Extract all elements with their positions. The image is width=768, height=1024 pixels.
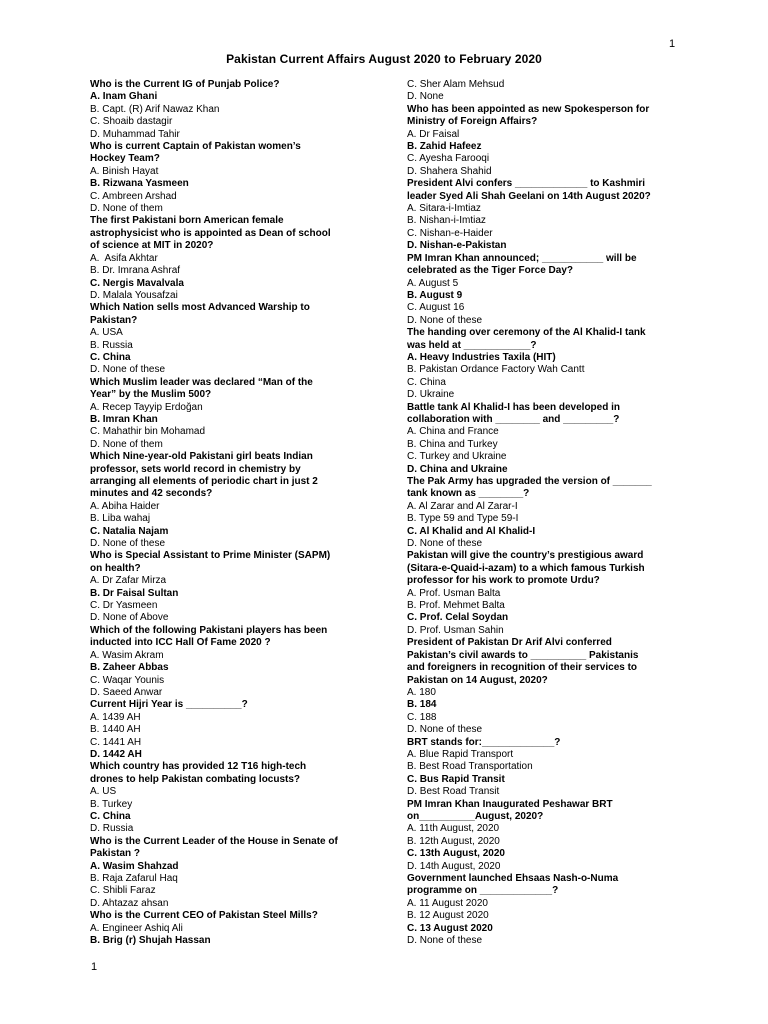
question-text: was held at ____________?: [407, 339, 537, 351]
question-text: Pakistan?: [90, 314, 138, 326]
answer-option-correct: C. Prof. Celal Soydan: [407, 612, 509, 624]
question-text: Year” by the Muslim 500?: [90, 389, 212, 401]
answer-option: A. China and France: [407, 426, 499, 438]
answer-option: C. Mahathir bin Mohamad: [90, 426, 206, 438]
answer-option-correct: C. China: [90, 351, 131, 363]
page-title: Pakistan Current Affairs August 2020 to February 2020: [226, 52, 542, 66]
answer-option-correct: A. Heavy Industries Taxila (HIT): [407, 351, 556, 363]
question-block: [90, 550, 390, 624]
question-text: Which Muslim leader was declared “Man of the: [90, 376, 313, 388]
answer-option: D. None of them: [90, 438, 163, 450]
answer-option-correct: A. Wasim Shahzad: [90, 860, 179, 872]
answer-option: C. August 16: [407, 302, 465, 314]
page-number-top: 1: [669, 38, 676, 50]
question-text: on__________August, 2020?: [407, 810, 544, 822]
answer-option-correct: B. August 9: [407, 289, 463, 301]
question-text: The handing over ceremony of the Al Khalid-I tank: [407, 327, 646, 339]
answer-option: A. Blue Rapid Transport: [407, 748, 514, 760]
question-block: [407, 476, 707, 550]
question-block: [407, 327, 707, 401]
answer-option-correct: B. Rizwana Yasmeen: [90, 178, 189, 190]
answer-option: A. USA: [90, 327, 123, 339]
question-text: PM Imran Khan Inaugurated Peshawar BRT: [407, 798, 613, 810]
answer-option-correct: B. Imran Khan: [90, 413, 158, 425]
answer-option: A. Engineer Ashiq Ali: [90, 922, 183, 934]
question-text: drones to help Pakistan combating locusts?: [90, 773, 301, 785]
answer-option: B. 12 August 2020: [407, 910, 489, 922]
answer-option: D. Ahtazaz ahsan: [90, 897, 169, 909]
answer-option: C. Sher Alam Mehsud: [407, 79, 505, 90]
question-text: inducted into ICC Hall Of Fame 2020 ?: [90, 637, 271, 649]
answer-option: D. None of these: [407, 935, 483, 947]
answer-option: D. None of these: [407, 538, 483, 550]
answer-option-correct: C. 13th August, 2020: [407, 848, 505, 860]
question-text: Who is the Current Leader of the House in Senate of: [90, 835, 338, 847]
question-text: arranging all elements of periodic chart in just 2: [90, 476, 318, 487]
answer-option-correct: D. China and Ukraine: [407, 463, 508, 475]
question-text: Pakistan will give the country’s prestigious award: [407, 550, 644, 562]
answer-option: D. None of these: [407, 724, 483, 736]
question-text: Which of the following Pakistani players has been: [90, 624, 328, 636]
answer-option: A. Binish Hayat: [90, 165, 159, 177]
answer-option: B. Dr. Imrana Ashraf: [90, 265, 181, 277]
answer-option-correct: C. Bus Rapid Transit: [407, 773, 505, 785]
answer-option-correct: B. Zaheer Abbas: [90, 662, 169, 674]
answer-option-correct: C. Nergis Mavalvala: [90, 277, 184, 289]
question-text: Pakistan ?: [90, 848, 141, 860]
question-text: on health?: [90, 562, 141, 574]
answer-option: A. August 5: [407, 277, 459, 289]
answer-option-correct: B. 184: [407, 699, 437, 711]
answer-option-correct: D. 1442 AH: [90, 748, 142, 760]
question-block: [407, 104, 707, 178]
answer-option: D. Saeed Anwar: [90, 686, 163, 698]
question-text: Hockey Team?: [90, 153, 160, 165]
answer-option: A. Al Zarar and Al Zarar-I: [407, 500, 518, 512]
question-block: [90, 451, 390, 550]
answer-option: D. None of these: [90, 364, 166, 376]
answer-option: A. Prof. Usman Balta: [407, 587, 501, 599]
answer-option: D. Shahera Shahid: [407, 165, 492, 177]
question-text: and foreigners in recognition of their services to: [407, 662, 638, 674]
question-text: Ministry of Foreign Affairs?: [407, 116, 538, 128]
answer-option-correct: B. Zahid Hafeez: [407, 141, 482, 153]
answer-option: A. Dr Zafar Mirza: [90, 575, 167, 587]
page-number-bottom: 1: [91, 961, 98, 973]
answer-option-correct: C. China: [90, 810, 131, 822]
question-text: Government launched Ehsaas Nash-o-Numa: [407, 873, 619, 884]
question-text: Battle tank Al Khalid-I has been developed in: [407, 401, 621, 413]
answer-option: A. 11 August 2020: [407, 897, 488, 909]
answer-option: C. 188: [407, 711, 437, 723]
question-text: Who is the Current CEO of Pakistan Steel Mills?: [90, 910, 318, 922]
question-text: Who is current Captain of Pakistan women’s: [90, 141, 301, 153]
answer-option: A. US: [90, 786, 117, 798]
answer-option: B. Capt. (R) Arif Nawaz Khan: [90, 103, 220, 115]
answer-option: A. 180: [407, 686, 436, 698]
question-block: [90, 761, 390, 835]
question-text: minutes and 42 seconds?: [90, 488, 213, 500]
question-text: professor, sets world record in chemistry by: [90, 463, 301, 475]
question-block: [90, 79, 390, 141]
right-question-column: [407, 79, 707, 947]
answer-option: B. Turkey: [90, 798, 133, 810]
answer-option: B. China and Turkey: [407, 438, 498, 450]
question-text: tank known as ________?: [407, 488, 530, 500]
question-text: of science at MIT in 2020?: [90, 240, 214, 252]
question-block: [407, 799, 707, 873]
question-block: [90, 302, 390, 376]
question-text: (Sitara-e-Quaid-i-azam) to a which famous Turkish: [407, 562, 645, 574]
answer-option: C. Shibli Faraz: [90, 885, 156, 897]
answer-option-correct: C. Al Khalid and Al Khalid-I: [407, 525, 536, 537]
answer-option: C. Waqar Younis: [90, 674, 165, 686]
question-text: Who is the Current IG of Punjab Police?: [90, 79, 280, 90]
answer-option: D. Prof. Usman Sahin: [407, 624, 504, 636]
question-text: Current Hijri Year is __________?: [90, 699, 248, 711]
question-text: Which Nine-year-old Pakistani girl beats Indian: [90, 451, 313, 463]
answer-option: C. Nishan-e-Haider: [407, 227, 493, 239]
question-block: [407, 253, 707, 327]
answer-option: B. Liba wahaj: [90, 513, 151, 525]
answer-option: B. Pakistan Ordance Factory Wah Cantt: [407, 364, 585, 376]
answer-option-correct: B. Dr Faisal Sultan: [90, 587, 179, 599]
question-text: Which Nation sells most Advanced Warship to: [90, 302, 310, 314]
question-text: Pakistan on 14 August, 2020?: [407, 674, 548, 686]
answer-option: B. Russia: [90, 339, 133, 351]
question-block: [407, 402, 707, 476]
answer-option: D. 14th August, 2020: [407, 860, 501, 872]
left-question-column: [90, 79, 390, 947]
question-block: [407, 873, 707, 947]
answer-option: C. Dr Yasmeen: [90, 600, 158, 612]
answer-option: D. Ukraine: [407, 389, 455, 401]
answer-option: D. None of these: [90, 538, 166, 550]
question-text: BRT stands for:_____________?: [407, 736, 561, 748]
question-text: President of Pakistan Dr Arif Alvi conferred: [407, 637, 612, 649]
answer-option: A. 1439 AH: [90, 711, 141, 723]
answer-option-correct: A. Inam Ghani: [90, 91, 158, 103]
answer-option: C. Turkey and Ukraine: [407, 451, 507, 463]
question-text: leader Syed Ali Shah Geelani on 14th August 2020?: [407, 190, 651, 202]
answer-option-correct: C. Natalia Najam: [90, 525, 169, 537]
question-block: [407, 637, 707, 736]
answer-option: B. Type 59 and Type 59-I: [407, 513, 519, 525]
answer-option: D. None: [407, 91, 444, 103]
question-block: [407, 737, 707, 799]
answer-option: D. Muhammad Tahir: [90, 128, 180, 140]
question-text: President Alvi confers _____________ to Kashmiri: [407, 178, 646, 190]
answer-option: B. 1440 AH: [90, 724, 141, 736]
question-text: PM Imran Khan announced; ___________ will be: [407, 252, 637, 264]
answer-option: C. Ambreen Arshad: [90, 190, 177, 202]
question-block: [90, 141, 390, 215]
answer-option: B. Best Road Transportation: [407, 761, 533, 773]
answer-option: C. 1441 AH: [90, 736, 142, 748]
answer-option: B. 12th August, 2020: [407, 835, 500, 847]
answer-option: D. None of these: [407, 314, 483, 326]
answer-option: D. None of Above: [90, 612, 169, 624]
answer-option: A. Asifa Akhtar: [90, 252, 158, 264]
question-block: [90, 215, 390, 302]
question-text: celebrated as the Tiger Force Day?: [407, 265, 573, 277]
question-text: Pakistan’s civil awards to __________ Pakistanis: [407, 649, 639, 661]
question-text: Who has been appointed as new Spokesperson for: [407, 103, 650, 115]
answer-option-correct: C. 13 August 2020: [407, 922, 493, 934]
question-text: The Pak Army has upgraded the version of _______: [407, 476, 652, 487]
answer-option-correct: B. Brig (r) Shujah Hassan: [90, 935, 211, 947]
answer-option: B. Raja Zafarul Haq: [90, 873, 178, 884]
question-text: Which country has provided 12 T16 high-tech: [90, 761, 307, 773]
question-block: [407, 550, 707, 637]
question-block: [90, 699, 390, 761]
question-text: The first Pakistani born American female: [90, 215, 284, 227]
answer-option: A. Recep Tayyip Erdoğan: [90, 401, 203, 413]
question-text: professor for his work to promote Urdu?: [407, 575, 600, 587]
answer-option: D. Russia: [90, 823, 134, 835]
question-text: collaboration with ________ and _________?: [407, 413, 620, 425]
answer-option: A. Wasim Akram: [90, 649, 164, 661]
answer-option: D. Malala Yousafzai: [90, 289, 178, 301]
question-block: [90, 910, 390, 947]
question-block: [407, 79, 707, 104]
answer-option: C. Ayesha Farooqi: [407, 153, 490, 165]
question-text: astrophysicist who is appointed as Dean of school: [90, 227, 331, 239]
question-block: [90, 625, 390, 699]
answer-option: C. Shoaib dastagir: [90, 116, 173, 128]
answer-option: A. Dr Faisal: [407, 128, 460, 140]
answer-option: A. Sitara-i-Imtiaz: [407, 203, 481, 215]
answer-option-correct: D. Nishan-e-Pakistan: [407, 240, 507, 252]
question-block: [407, 178, 707, 252]
question-block: [90, 836, 390, 910]
answer-option: A. 11th August, 2020: [407, 823, 500, 835]
answer-option: A. Abiha Haider: [90, 500, 160, 512]
question-text: Who is Special Assistant to Prime Minister (SAPM): [90, 550, 331, 562]
answer-option: C. China: [407, 376, 446, 388]
answer-option: D. Best Road Transit: [407, 786, 500, 798]
answer-option: D. None of them: [90, 203, 163, 215]
question-text: programme on _____________?: [407, 885, 559, 897]
answer-option: B. Prof. Mehmet Balta: [407, 600, 505, 612]
answer-option: B. Nishan-i-Imtiaz: [407, 215, 486, 227]
question-block: [90, 377, 390, 451]
